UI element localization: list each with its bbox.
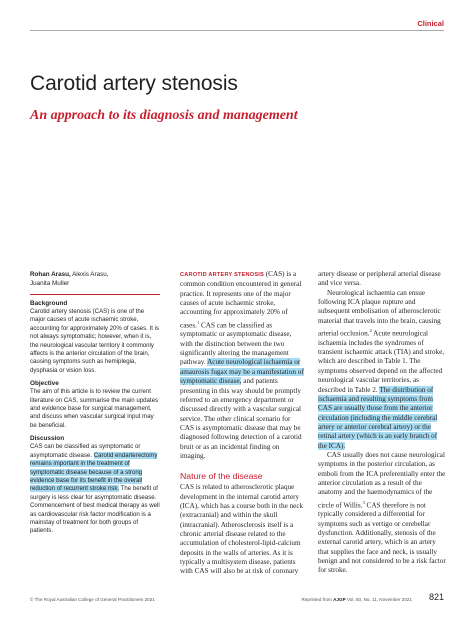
discussion-heading: Discussion <box>30 435 65 443</box>
author-tertiary: Juanita Muller <box>30 280 70 287</box>
intro-text-b: CAS can be classified as symptomatic or asymptomatic disease, with the distinction between the two significantly altering the management pathway. <box>180 321 292 367</box>
intro-paragraph <box>180 270 305 461</box>
citation: 1 <box>196 319 200 325</box>
journal-name: AJGP <box>333 597 346 602</box>
ischaemia-text-a: Neurological ischaemia can ensue following ICA plaque rupture and subsequent embolisation of atherosclerotic material that travels into the brain, causing arterial occlusion. <box>318 288 441 338</box>
discussion-text <box>30 443 160 535</box>
section-tag: Clinical <box>417 19 444 28</box>
objective-heading: Objective <box>30 380 59 388</box>
posterior-text-a: CAS usually does not cause neurological symptoms in the posterior circulation, as emboli from the ICA preferentially enter the anterior circulation as a result of the anatomy and the haemodynamics of the circle of Willis. <box>318 450 446 510</box>
page-number: 821 <box>428 592 444 602</box>
section-heading: Nature of the disease <box>180 471 263 482</box>
posterior-text-b: CAS therefore is not typically considered a differential for symptoms such as vertigo or cerebellar dysfunction. Additionally, stenosis of the external carotid artery, which is an artery that supplies the face and neck, is usually benign and not considered to be a risk factor for stroke. <box>318 501 446 575</box>
article-subtitle: An approach to its diagnosis and management <box>30 108 298 123</box>
highlight: The distribution of ischaemia and resulting symptoms from CAS are usually those from the anterior circulation (including the middle cerebral artery or anterior cerebral artery) or the retinal artery (which is an early branch of the ICA). <box>318 385 438 450</box>
abstract-discussion <box>30 435 160 535</box>
journal-footer <box>302 597 413 602</box>
journal-issue: Vol. 50, No. 11, November 2021 <box>345 597 412 602</box>
continued-paragraph: artery disease or peripheral arterial disease and vice versa. <box>318 270 441 288</box>
journal-prefix: Reprinted from <box>301 597 334 602</box>
author-primary: Rohan Arasu, <box>30 271 71 278</box>
intro-text-a: (CAS) is a common condition encountered in general practice. It represents one of the major causes of acute ischaemic stroke, accounting for approximately 20% of cases. <box>180 270 302 330</box>
abstract-background <box>30 300 160 375</box>
article-title: Carotid artery stenosis <box>30 72 238 95</box>
lead-in: CAROTID ARTERY STENOSIS <box>180 272 264 278</box>
background-heading: Background <box>30 300 68 307</box>
citation: 2 <box>369 328 372 334</box>
discussion-text-start: CAS can be classified as symptomatic or asymptomatic disease. <box>30 443 141 459</box>
discussion-text-end: The benefit of surgery is less clear for asymptomatic disease. Commencement of best medical therapy as well as cardiovascular risk factor modification is a mainstay of treatment for both groups of patients. <box>30 485 160 535</box>
ischaemia-paragraph <box>318 289 446 451</box>
body-column-2 <box>318 270 446 576</box>
abstract-divider <box>30 294 160 295</box>
ischaemia-text-b: Acute neurological ischaemia includes the syndromes of transient ischaemic attack (TIA) and stroke, which are described in Table 1. The symptoms observed depend on the affected neurological vascular territories, as described in Table 2. <box>318 329 445 394</box>
background-text: Carotid artery stenosis (CAS) is one of the major causes of acute ischaemic stroke, accounting for approximately 20% of cases. It is not always symptomatic; however, when it is, the neurological vascular territory it commonly affects is the anterior circulation of the brain, causing symptoms such as hemiplegia, dysphasia or vision loss. <box>30 308 160 374</box>
copyright-footer: © The Royal Australian College of General Practitioners 2021 <box>30 597 155 602</box>
citation: 3 <box>362 499 365 505</box>
body-column-1 <box>180 270 305 577</box>
nature-paragraph: CAS is related to atherosclerotic plaque development in the internal carotid artery (ICA), which has a course both in the neck (extracranial) and within the skull (intracranial). Atherosclerosis itself is a chronic arterial disease related to the accumulation of cholesterol-lipid-calcium deposits in the walls of arteries. As it is typically a multisystem disease, patients with CAS will also be at risk of coronary <box>180 483 304 576</box>
highlight: Carotid endarterectomy remains important in the treatment of symptomatic disease because of a strong evidence base for its benefit in the overall reduction of recurrent stroke risk. <box>30 451 158 493</box>
header-divider <box>30 30 444 31</box>
author-secondary: Alexis Arasu, <box>70 271 109 278</box>
author-list <box>30 270 160 288</box>
abstract-objective <box>30 380 160 430</box>
abstract-column <box>30 270 160 536</box>
intro-text-c: and patients presenting in this way should be promptly referred to an emergency department or discussed directly with a vascular surgical service. The other clinical scenario for CAS is asymptomatic disease that may be diagnosed following detection of a carotid bruit or as an incidental finding on imaging. <box>180 377 302 460</box>
posterior-paragraph <box>318 451 446 576</box>
highlight: Acute neurological ischaemia or amaurosis fugax may be a manifestation of symptomatic disease, <box>180 358 304 386</box>
objective-text: The aim of this article is to review the current literature on CAS, summarise the main updates and evidence base for surgical management, and discuss when vascular surgical input may be beneficial. <box>30 388 159 429</box>
